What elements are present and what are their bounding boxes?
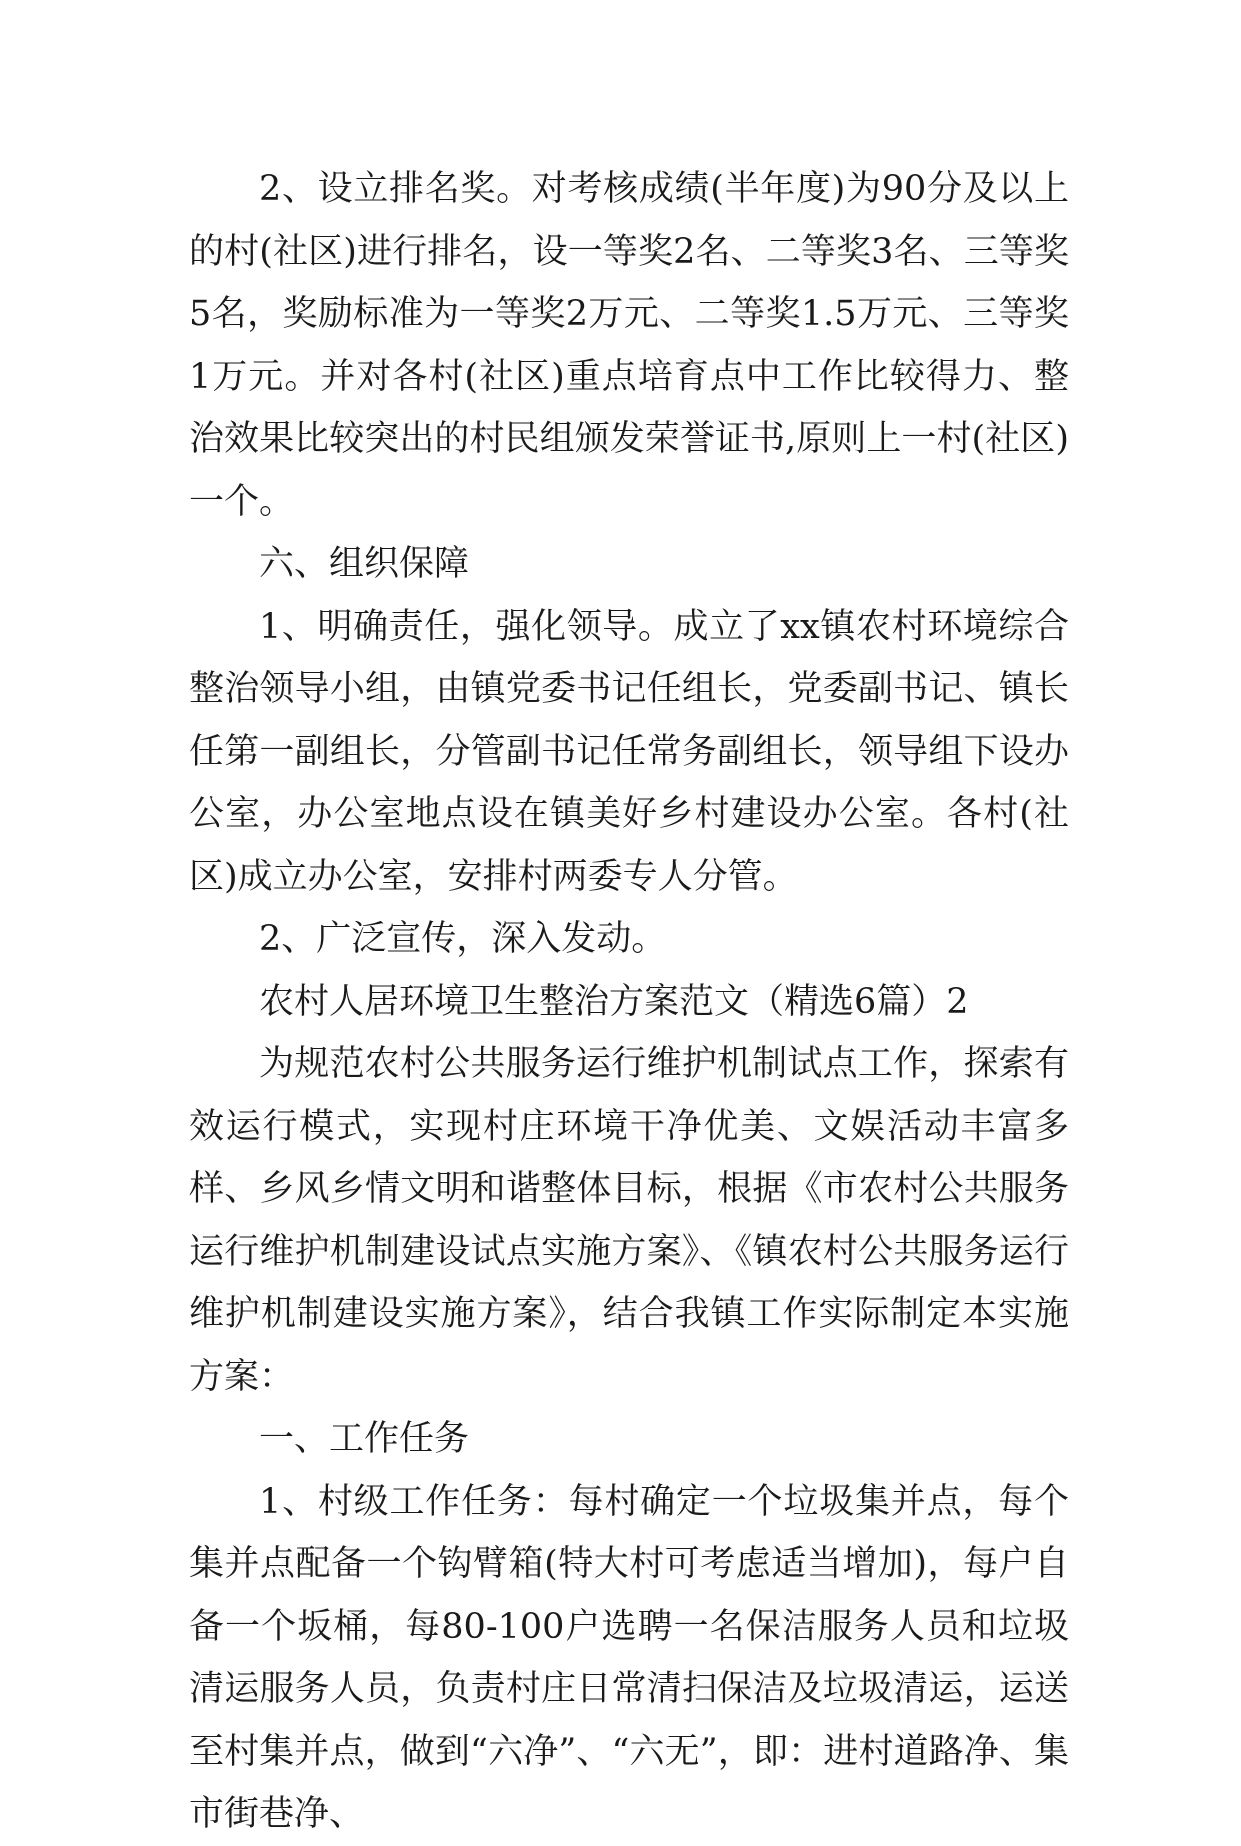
paragraph-responsibility: 1、明确责任，强化领导。成立了xx镇农村环境综合整治领导小组，由镇党委书记任组长，党委副书记、镇长任第一副组长，分管副书记任常务副组长，领导组下设办公室，办公室地点设在镇美好乡村建设办公室。各村(社区)成立办公室，安排村两委专人分管。 [189, 606, 1069, 897]
section-heading-tasks: 一、工作任务 [259, 1419, 470, 1459]
document-subtitle: 农村人居环境卫生整治方案范文（精选6篇）2 [259, 981, 969, 1022]
document-page [189, 158, 1069, 1846]
paragraph-village-tasks: 1、村级工作任务：每村确定一个垃圾集并点，每个集并点配备一个钩臂箱(特大村可考虑适当增加)，每户自备一个坂桶，每80-100户选聘一名保洁服务人员和垃圾清运服务人员，负责村庄日常清扫保洁及垃圾清运，运送至村集并点，做到“六净”、“六无”，即：进村道路净、集市街巷净、 [189, 1481, 1069, 1834]
section-heading-organization: 六、组织保障 [259, 544, 470, 584]
paragraph-ranking-award: 2、设立排名奖。对考核成绩(半年度)为90分及以上的村(社区)进行排名，设一等奖2名、二等奖3名、三等奖5名，奖励标准为一等奖2万元、二等奖1.5万元、三等奖1万元。并对各村(社区)重点培育点中工作比较得力、整治效果比较突出的村民组颁发荣誉证书,原则上一村(社区)一个。 [189, 169, 1069, 522]
paragraph-introduction: 为规范农村公共服务运行维护机制试点工作，探索有效运行模式，实现村庄环境干净优美、文娱活动丰富多样、乡风乡情文明和谐整体目标，根据《市农村公共服务运行维护机制建设试点实施方案》、《镇农村公共服务运行维护机制建设实施方案》，结合我镇工作实际制定本实施方案： [189, 1044, 1069, 1397]
paragraph-publicity: 2、广泛宣传，深入发动。 [259, 919, 667, 959]
